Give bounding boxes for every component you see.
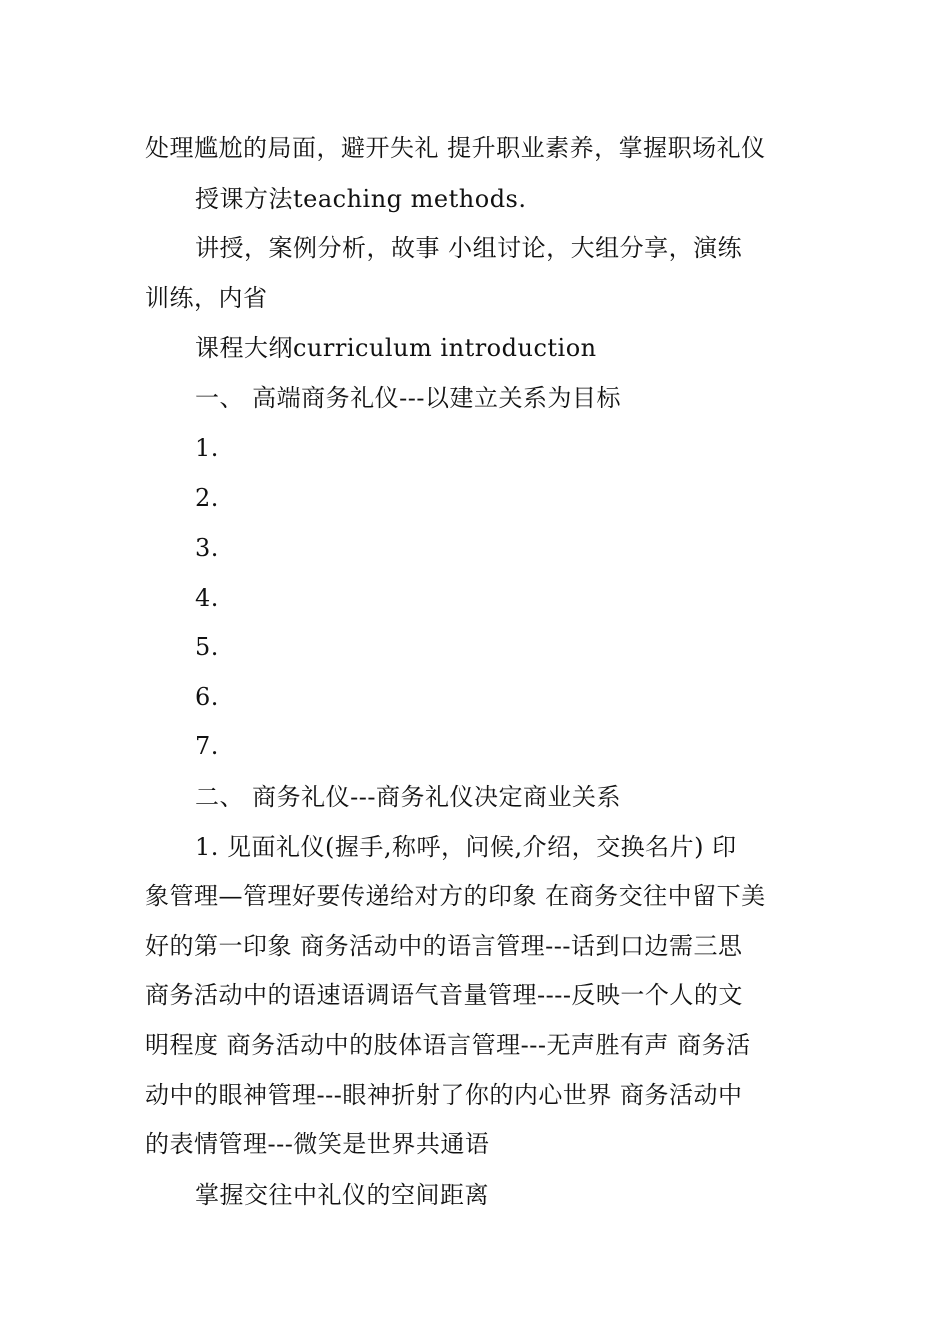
section-heading: 二、 商务礼仪---商务礼仪决定商业关系 bbox=[195, 783, 621, 811]
section-heading: 一、 高端商务礼仪---以建立关系为目标 bbox=[195, 384, 621, 412]
text-line: 商务活动中的语速语调语气音量管理----反映一个人的文 bbox=[145, 981, 743, 1009]
list-item: 3. bbox=[195, 534, 219, 562]
list-item: 2. bbox=[195, 484, 219, 512]
text-line: 授课方法teaching methods. bbox=[195, 185, 527, 213]
text-line: 动中的眼神管理---眼神折射了你的内心世界 商务活动中 bbox=[145, 1081, 743, 1109]
list-item: 7. bbox=[195, 732, 219, 760]
list-item: 4. bbox=[195, 584, 219, 612]
text-line: 掌握交往中礼仪的空间距离 bbox=[195, 1181, 489, 1209]
text-line: 明程度 商务活动中的肢体语言管理---无声胜有声 商务活 bbox=[145, 1031, 751, 1059]
list-item: 5. bbox=[195, 633, 219, 661]
text-line: 讲授，案例分析，故事 小组讨论，大组分享，演练 bbox=[195, 234, 743, 262]
text-line: 的表情管理---微笑是世界共通语 bbox=[145, 1130, 490, 1158]
list-item: 6. bbox=[195, 683, 219, 711]
text-line: 训练，内省 bbox=[145, 284, 268, 312]
text-line: 处理尴尬的局面，避开失礼 提升职业素养，掌握职场礼仪 bbox=[145, 134, 766, 162]
text-line: 象管理—管理好要传递给对方的印象 在商务交往中留下美 bbox=[145, 882, 766, 910]
section-heading: 课程大纲curriculum introduction bbox=[195, 334, 597, 362]
text-line: 好的第一印象 商务活动中的语言管理---话到口边需三思 bbox=[145, 932, 743, 960]
list-item: 1. bbox=[195, 434, 219, 462]
text-line: 1. 见面礼仪(握手,称呼，问候,介绍，交换名片) 印 bbox=[195, 833, 737, 861]
